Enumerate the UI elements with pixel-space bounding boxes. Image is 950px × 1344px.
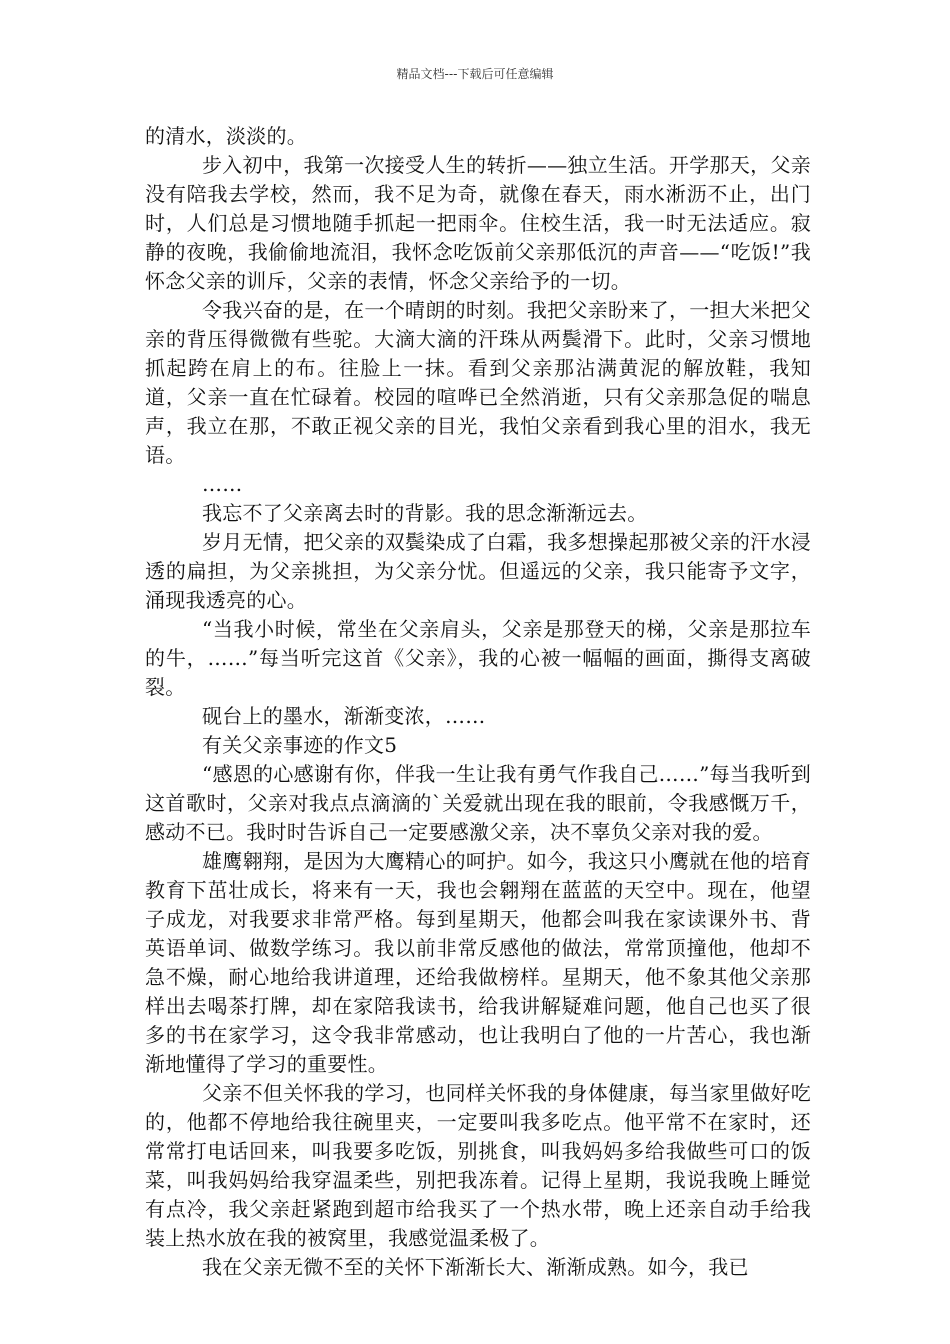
paragraph-13: 我在父亲无微不至的关怀下渐渐长大、渐渐成熟。如今，我已 bbox=[202, 1255, 749, 1279]
paragraph-5: 我忘不了父亲离去时的背影。我的思念渐渐远去。 bbox=[202, 501, 648, 525]
document-body bbox=[145, 122, 811, 1282]
paragraph-7: “当我小时候，常坐在父亲肩头，父亲是那登天的梯，父亲是那拉车的牛，……”每当听完这首《父亲》，我的心被一幅幅的画面，撕得支离破裂。 bbox=[145, 617, 811, 699]
paragraph-12: 父亲不但关怀我的学习，也同样关怀我的身体健康，每当家里做好吃的，他都不停地给我往碗里夹，一定要叫我多吃点。他平常不在家时，还常常打电话回来，叫我要多吃饭，别挑食，叫我妈妈多给我做些可口的饭菜，叫我妈妈给我穿温柔些，别把我冻着。记得上星期，我说我晚上睡觉有点冷，我父亲赶紧跑到超市给我买了一个热水带，晚上还亲自动手给我装上热水放在我的被窝里，我感觉温柔极了。 bbox=[145, 1081, 811, 1250]
paragraph-ellipsis: …… bbox=[202, 472, 243, 496]
paragraph-6: 岁月无情，把父亲的双鬓染成了白霜，我多想操起那被父亲的汗水浸透的扁担，为父亲挑担，为父亲分忧。但遥远的父亲，我只能寄予文字，涌现我透亮的心。 bbox=[145, 530, 811, 612]
paragraph-3: 令我兴奋的是，在一个晴朗的时刻。我把父亲盼来了，一担大米把父亲的背压得微微有些驼。大滴大滴的汗珠从两鬓滑下。此时，父亲习惯地抓起跨在肩上的布。往脸上一抹。看到父亲那沾满黄泥的解放鞋，我知道，父亲一直在忙碌着。校园的喧哗已全然消逝，只有父亲那急促的喘息声，我立在那，不敢正视父亲的目光，我怕父亲看到我心里的泪水，我无语。 bbox=[145, 298, 811, 467]
paragraph-2: 步入初中，我第一次接受人生的转折——独立生活。开学那天，父亲没有陪我去学校，然而，我不足为奇，就像在春天，雨水淅沥不止，出门时，人们总是习惯地随手抓起一把雨伞。住校生活，我一时无法适应。寂静的夜晚，我偷偷地流泪，我怀念吃饭前父亲那低沉的声音——“吃饭!”我怀念父亲的训斥，父亲的表情，怀念父亲给予的一切。 bbox=[145, 153, 811, 293]
page-header: 精品文档---下载后可任意编辑 bbox=[396, 67, 554, 81]
paragraph-11: 雄鹰翱翔，是因为大鹰精心的呵护。如今，我这只小鹰就在他的培育教育下茁壮成长，将来有一天，我也会翱翔在蓝蓝的天空中。现在，他望子成龙，对我要求非常严格。每到星期天，他都会叫我在家读课外书、背英语单词、做数学练习。我以前非常反感他的做法，常常顶撞他，他却不急不燥，耐心地给我讲道理，还给我做榜样。星期天，他不象其他父亲那样出去喝茶打牌，却在家陪我读书，给我讲解疑难问题，他自己也买了很多的书在家学习，这令我非常感动，也让我明白了他的一片苦心，我也渐渐地懂得了学习的重要性。 bbox=[145, 849, 811, 1076]
paragraph-8: 砚台上的墨水，渐渐变浓，…… bbox=[202, 704, 486, 728]
essay-title: 有关父亲事迹的作文5 bbox=[202, 733, 398, 757]
paragraph-1: 的清水，淡淡的。 bbox=[145, 124, 307, 148]
paragraph-10: “感恩的心感谢有你，伴我一生让我有勇气作我自己……”每当我听到这首歌时，父亲对我点点滴滴的`关爱就出现在我的眼前，令我感慨万千，感动不已。我时时告诉自己一定要感激父亲，决不辜负父亲对我的爱。 bbox=[145, 762, 811, 844]
